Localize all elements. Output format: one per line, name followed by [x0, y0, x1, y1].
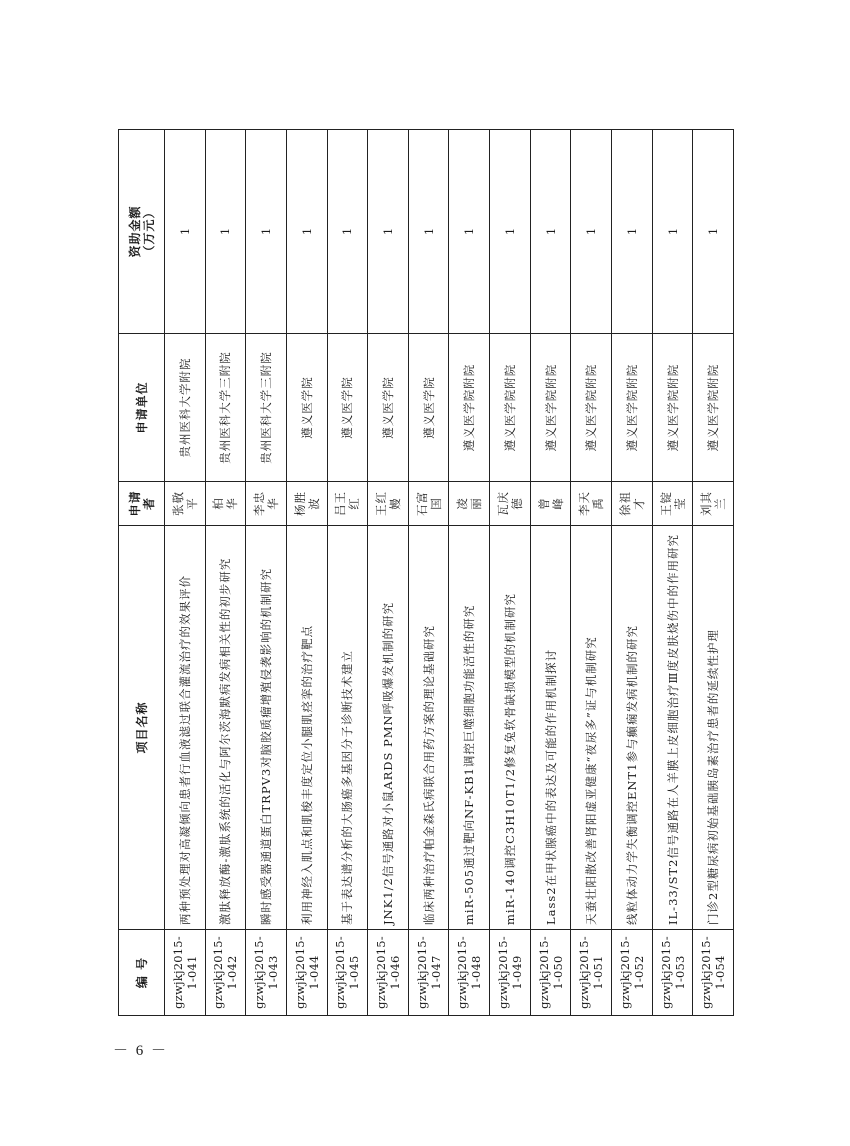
table-row	[693, 130, 734, 1016]
funding-table-rotated	[118, 130, 734, 1016]
applicant-unit: 遵义医学院	[368, 334, 409, 482]
table-row	[408, 130, 449, 1016]
project-code: gzwjkj2015-1-051	[571, 930, 612, 1016]
funding-amount: 1	[571, 130, 612, 334]
applicant-unit: 贵州医科大学三附院	[246, 334, 287, 482]
project-code: gzwjkj2015-1-043	[246, 930, 287, 1016]
table-row	[165, 130, 206, 1016]
applicant-name: 李忠华	[246, 482, 287, 526]
header-applicant: 申请者	[119, 482, 165, 526]
header-amount-line1: 资助金额	[127, 205, 142, 258]
project-code: gzwjkj2015-1-047	[408, 930, 449, 1016]
table-row	[286, 130, 327, 1016]
project-title: 线粒体动力学失衡调控ENT1参与癫痫发病机制的研究	[612, 526, 653, 930]
applicant-unit: 遵义医学院附院	[490, 334, 531, 482]
project-code: gzwjkj2015-1-045	[327, 930, 368, 1016]
funding-amount: 1	[652, 130, 693, 334]
funding-amount: 1	[693, 130, 734, 334]
funding-amount: 1	[327, 130, 368, 334]
project-title: 临床两种治疗帕金森氏病联合用药方案的理论基础研究	[408, 526, 449, 930]
project-code: gzwjkj2015-1-042	[205, 930, 246, 1016]
applicant-unit: 贵州医科大学附院	[165, 334, 206, 482]
table-row	[652, 130, 693, 1016]
table-row	[327, 130, 368, 1016]
applicant-name: 曾 峰	[530, 482, 571, 526]
project-title: 基于表达谱分析的大肠癌多基因分子诊断技术建立	[327, 526, 368, 930]
project-title: miR-140调控C3H10T1/2修复兔软骨缺损模型的机制研究	[490, 526, 531, 930]
applicant-unit: 遵义医学院附院	[652, 334, 693, 482]
project-title: JNK1/2信号通路对小鼠ARDS PMN呼吸爆发机制的研究	[368, 526, 409, 930]
applicant-name: 徐祖才	[612, 482, 653, 526]
project-title: 两种预处理对高凝倾向患者行血液滤过联合灌流治疗的效果评价	[165, 526, 206, 930]
table-row	[449, 130, 490, 1016]
project-title: 激肽释放酶-激肽系统的活化与阿尔茨海默病发病相关性的初步研究	[205, 526, 246, 930]
table-row	[612, 130, 653, 1016]
funding-amount: 1	[368, 130, 409, 334]
applicant-unit: 遵义医学院	[327, 334, 368, 482]
funding-amount: 1	[246, 130, 287, 334]
project-code: gzwjkj2015-1-052	[612, 930, 653, 1016]
table-row	[490, 130, 531, 1016]
funding-amount: 1	[490, 130, 531, 334]
funding-table	[118, 129, 734, 1016]
header-amount-line2: （万元）	[141, 205, 156, 258]
header-title: 项目名称	[119, 526, 165, 930]
table-row	[530, 130, 571, 1016]
applicant-unit: 遵义医学院	[408, 334, 449, 482]
project-code: gzwjkj2015-1-046	[368, 930, 409, 1016]
applicant-name: 刘其兰	[693, 482, 734, 526]
project-code: gzwjkj2015-1-050	[530, 930, 571, 1016]
applicant-name: 吕王红	[327, 482, 368, 526]
applicant-name: 王锭莹	[652, 482, 693, 526]
project-code: gzwjkj2015-1-054	[693, 930, 734, 1016]
applicant-name: 瓦庆德	[490, 482, 531, 526]
applicant-name: 李天禹	[571, 482, 612, 526]
funding-amount: 1	[286, 130, 327, 334]
funding-amount: 1	[530, 130, 571, 334]
funding-amount: 1	[612, 130, 653, 334]
header-row	[119, 130, 165, 1016]
table-row	[246, 130, 287, 1016]
applicant-unit: 贵州医科大学三附院	[205, 334, 246, 482]
applicant-unit: 遵义医学院附院	[530, 334, 571, 482]
applicant-unit: 遵义医学院附院	[612, 334, 653, 482]
applicant-name: 石富国	[408, 482, 449, 526]
table-row	[571, 130, 612, 1016]
project-title: 天蚕壮阳散改善肾阳虚亚健康“夜尿多”证与机制研究	[571, 526, 612, 930]
applicant-unit: 遵义医学院	[286, 334, 327, 482]
project-code: gzwjkj2015-1-044	[286, 930, 327, 1016]
applicant-unit: 遵义医学院附院	[571, 334, 612, 482]
funding-amount: 1	[408, 130, 449, 334]
table-row	[205, 130, 246, 1016]
applicant-name: 王红嫚	[368, 482, 409, 526]
header-amount	[119, 130, 165, 334]
project-title: Lass2在甲状腺癌中的表达及可能的作用机制探讨	[530, 526, 571, 930]
applicant-name: 凌 丽	[449, 482, 490, 526]
project-title: IL-33/ST2信号通路在人羊膜上皮细胞治疗Ⅲ度皮肤烧伤中的作用研究	[652, 526, 693, 930]
project-code: gzwjkj2015-1-048	[449, 930, 490, 1016]
funding-amount: 1	[449, 130, 490, 334]
table-row	[368, 130, 409, 1016]
header-code: 编 号	[119, 930, 165, 1016]
funding-amount: 1	[205, 130, 246, 334]
applicant-unit: 遵义医学院附院	[449, 334, 490, 482]
project-code: gzwjkj2015-1-049	[490, 930, 531, 1016]
funding-amount: 1	[165, 130, 206, 334]
applicant-name: 杨胜波	[286, 482, 327, 526]
applicant-name: 张敬平	[165, 482, 206, 526]
applicant-unit: 遵义医学院附院	[693, 334, 734, 482]
project-title: 门诊2型糖尿病初始基础胰岛素治疗患者的延续性护理	[693, 526, 734, 930]
project-code: gzwjkj2015-1-041	[165, 930, 206, 1016]
project-title: miR-505通过靶向NF-KB1调控巨噬细胞功能活性的研究	[449, 526, 490, 930]
header-unit: 申请单位	[119, 334, 165, 482]
applicant-name: 柏 华	[205, 482, 246, 526]
project-code: gzwjkj2015-1-053	[652, 930, 693, 1016]
page-number: － 6 －	[113, 1043, 169, 1059]
project-title: 利用神经入肌点和肌梭丰度定位小腿肌痉挛的治疗靶点	[286, 526, 327, 930]
project-title: 瞬时感受器通道蛋白TRPV3对脑胶质瘤增殖侵袭影响的机制研究	[246, 526, 287, 930]
